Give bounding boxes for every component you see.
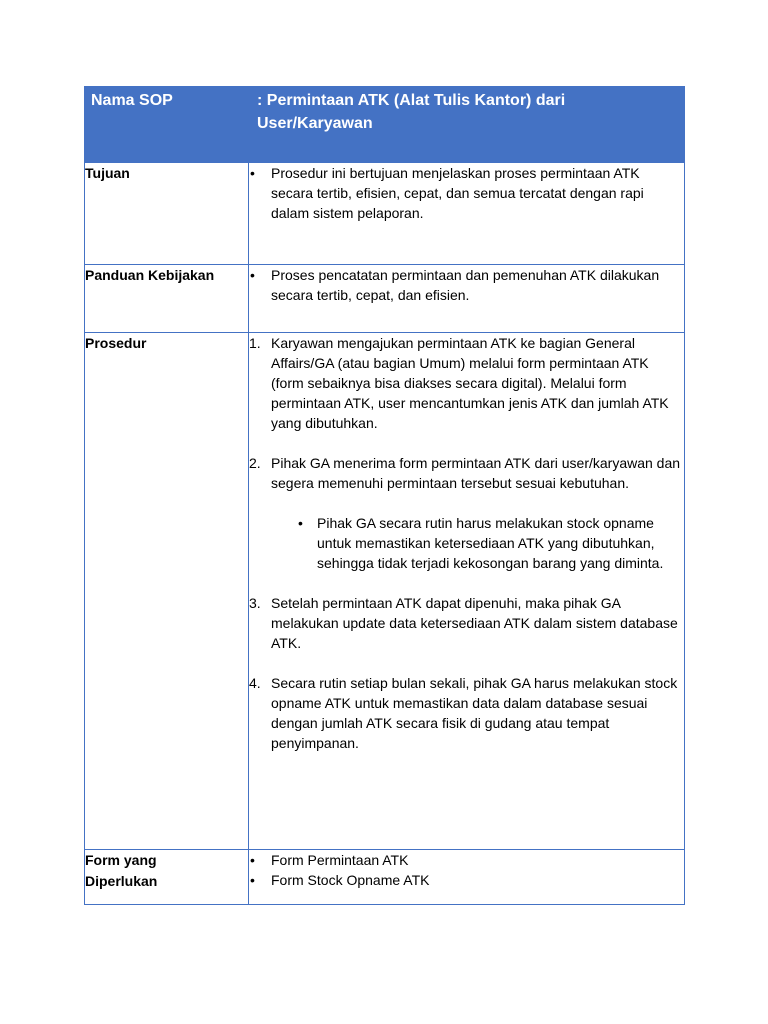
- procedure-step: [249, 333, 684, 433]
- panduan-label: Panduan Kebijakan: [85, 265, 249, 333]
- tujuan-row: [85, 163, 685, 265]
- prosedur-row: [85, 333, 685, 850]
- step-sub-list: [271, 513, 684, 573]
- panduan-list: [249, 265, 684, 305]
- form-label: [85, 850, 249, 905]
- sop-name-label: Nama SOP: [85, 87, 249, 163]
- prosedur-steps: [249, 333, 684, 753]
- form-label-line2: Diperlukan: [85, 873, 158, 889]
- form-list: [249, 850, 684, 890]
- procedure-step: [249, 673, 684, 753]
- header-row: [85, 87, 685, 163]
- procedure-step: [249, 453, 684, 573]
- tujuan-label: Tujuan: [85, 163, 249, 265]
- list-item: • Pihak GA secara rutin harus melakukan stock opname untuk memastikan ketersediaan ATK yang dibutuhkan, sehingga tidak terjadi kekosongan barang yang diminta.: [296, 513, 684, 573]
- list-item: • Prosedur ini bertujuan menjelaskan proses permintaan ATK secara tertib, efisien, cepat, dan semua tercatat dengan rapi dalam sistem pelaporan.: [249, 163, 684, 223]
- step-number: 1.: [249, 335, 261, 351]
- step-text: Setelah permintaan ATK dapat dipenuhi, maka pihak GA melakukan update data ketersediaan ATK dalam sistem database ATK.: [271, 595, 678, 651]
- step-number: 2.: [249, 455, 261, 471]
- step-text: Secara rutin setiap bulan sekali, pihak GA harus melakukan stock opname ATK untuk memastikan data dalam database sesuai dengan jumlah ATK secara fisik di gudang atau tempat penyimpanan.: [271, 675, 678, 751]
- form-label-line1: Form yang: [85, 852, 157, 868]
- sop-title: : Permintaan ATK (Alat Tulis Kantor) dari User/Karyawan: [249, 87, 685, 163]
- list-item: • Form Stock Opname ATK: [249, 870, 684, 890]
- procedure-step: [249, 593, 684, 653]
- step-number: 3.: [249, 595, 261, 611]
- list-item: • Form Permintaan ATK: [249, 850, 684, 870]
- prosedur-label: Prosedur: [85, 333, 249, 850]
- step-text: Karyawan mengajukan permintaan ATK ke bagian General Affairs/GA (atau bagian Umum) melalui form permintaan ATK (form sebaiknya bisa diakses secara digital). Melalui form permintaan ATK, user mencantumkan jenis ATK dan jumlah ATK yang dibutuhkan.: [271, 335, 669, 431]
- step-number: 4.: [249, 675, 261, 691]
- form-row: [85, 850, 685, 905]
- panduan-row: [85, 265, 685, 333]
- list-item: • Proses pencatatan permintaan dan pemenuhan ATK dilakukan secara tertib, cepat, dan efisien.: [249, 265, 684, 305]
- step-text: Pihak GA menerima form permintaan ATK dari user/karyawan dan segera memenuhi permintaan tersebut sesuai kebutuhan.: [271, 455, 681, 491]
- sop-table: [84, 86, 685, 905]
- tujuan-list: [249, 163, 684, 223]
